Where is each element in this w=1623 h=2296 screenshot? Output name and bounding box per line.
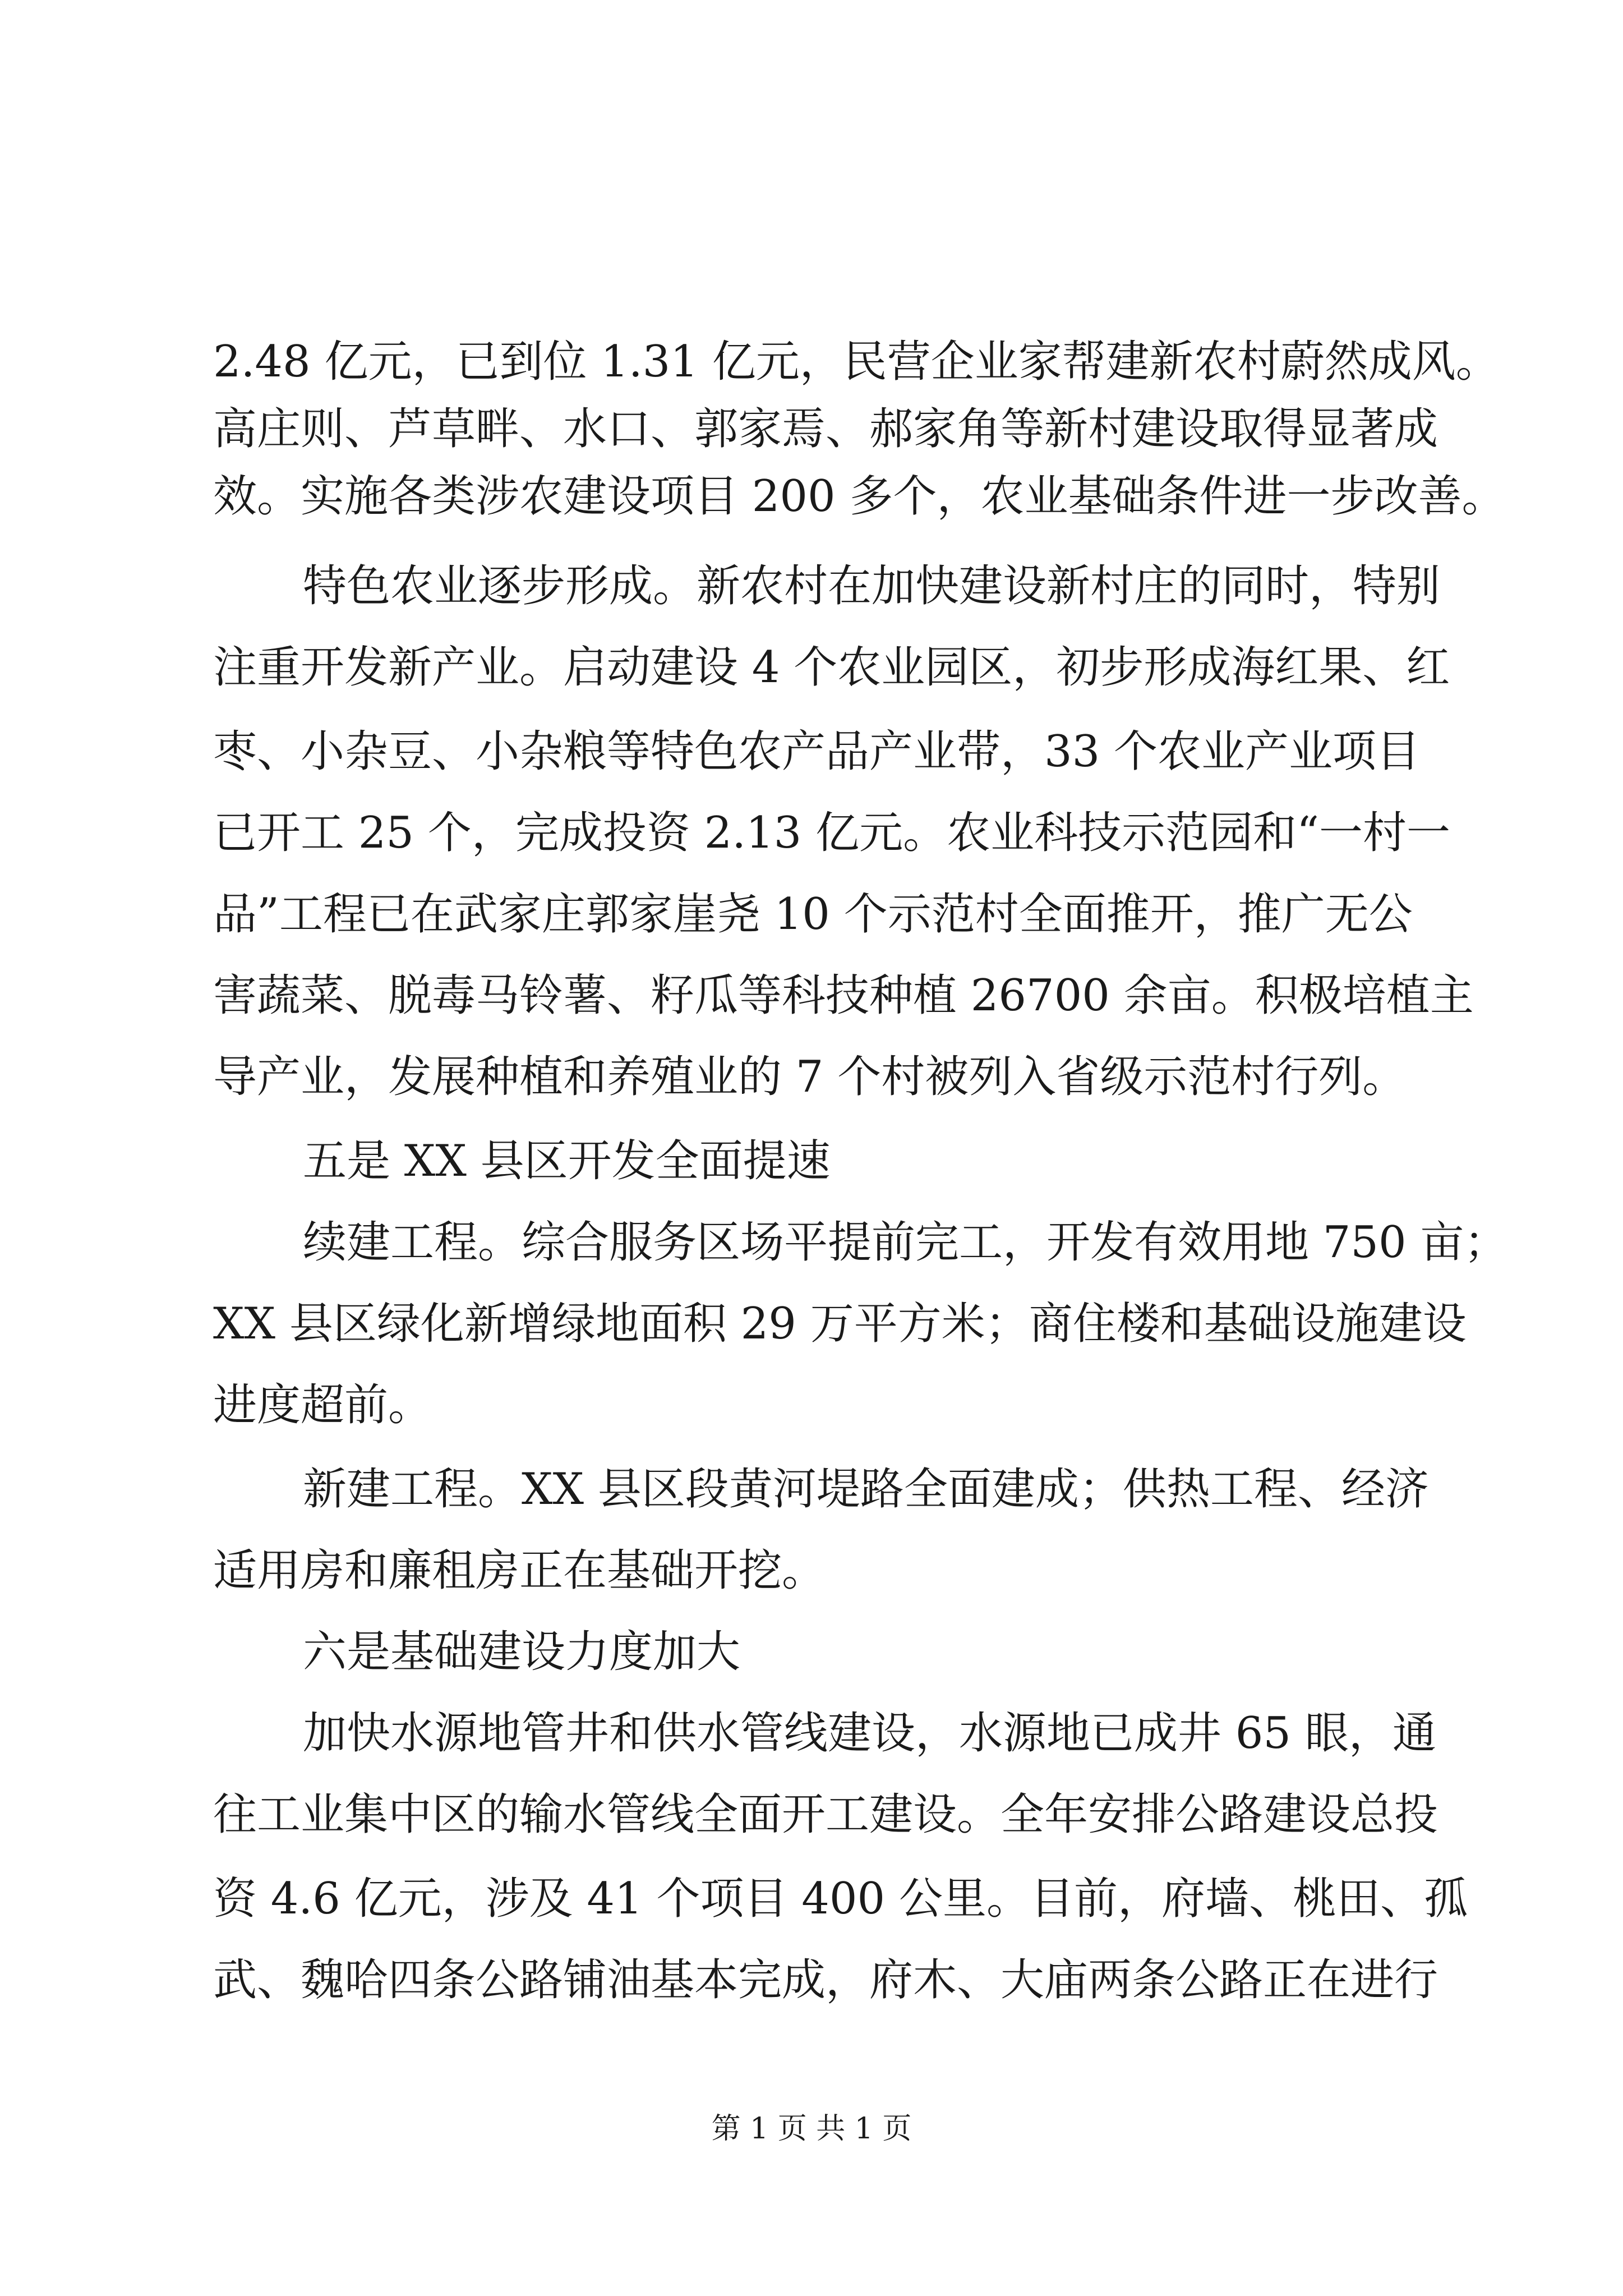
page-number-footer: 第 1 页 共 1 页 xyxy=(711,2112,912,2146)
body-text-line: 资 4.6 亿元，涉及 41 个项目 400 公里。目前，府墙、桃田、孤 xyxy=(213,1874,1468,1924)
body-text-line: 新建工程。XX 县区段黄河堤路全面建成；供热工程、经济 xyxy=(303,1464,1429,1515)
body-text-line: 续建工程。综合服务区场平提前完工，开发有效用地 750 亩； xyxy=(303,1217,1508,1268)
body-text-line: 已开工 25 个，完成投资 2.13 亿元。农业科技示范园和“一村一 xyxy=(213,808,1450,858)
body-text-line: 进度超前。 xyxy=(213,1380,432,1430)
body-text-line: XX 县区绿化新增绿地面积 29 万平方米；商住楼和基础设施建设 xyxy=(213,1299,1467,1349)
body-text-line: 高庄则、芦草畔、水口、郭家焉、郝家角等新村建设取得显著成 xyxy=(213,404,1438,454)
body-text-line: 效。实施各类涉农建设项目 200 多个，农业基础条件进一步改善。 xyxy=(213,471,1506,522)
body-text-line: 特色农业逐步形成。新农村在加快建设新村庄的同时，特别 xyxy=(303,561,1441,611)
body-text-line: 往工业集中区的输水管线全面开工建设。全年安排公路建设总投 xyxy=(213,1789,1438,1840)
section-heading: 六是基础建设力度加大 xyxy=(303,1627,741,1677)
body-text-line: 注重开发新产业。启动建设 4 个农业园区，初步形成海红果、红 xyxy=(213,642,1450,693)
body-text-line: 加快水源地管井和供水管线建设，水源地已成井 65 眼，通 xyxy=(303,1708,1436,1759)
body-text-line: 害蔬菜、脱毒马铃薯、籽瓜等科技种植 26700 余亩。积极培植主 xyxy=(213,970,1474,1021)
body-text-line: 2.48 亿元，已到位 1.31 亿元，民营企业家帮建新农村蔚然成风。 xyxy=(213,337,1500,387)
body-text-line: 枣、小杂豆、小杂粮等特色农产品产业带，33 个农业产业项目 xyxy=(213,726,1421,777)
body-text-line: 适用房和廉租房正在基础开挖。 xyxy=(213,1545,826,1596)
body-text-line: 品”工程已在武家庄郭家崖尧 10 个示范村全面推开，推广无公 xyxy=(213,889,1413,940)
body-text-line: 导产业，发展种植和养殖业的 7 个村被列入省级示范村行列。 xyxy=(213,1052,1407,1102)
section-heading: 五是 XX 县区开发全面提速 xyxy=(303,1136,831,1186)
body-text-line: 武、魏哈四条公路铺油基本完成，府木、大庙两条公路正在进行 xyxy=(213,1955,1438,2005)
